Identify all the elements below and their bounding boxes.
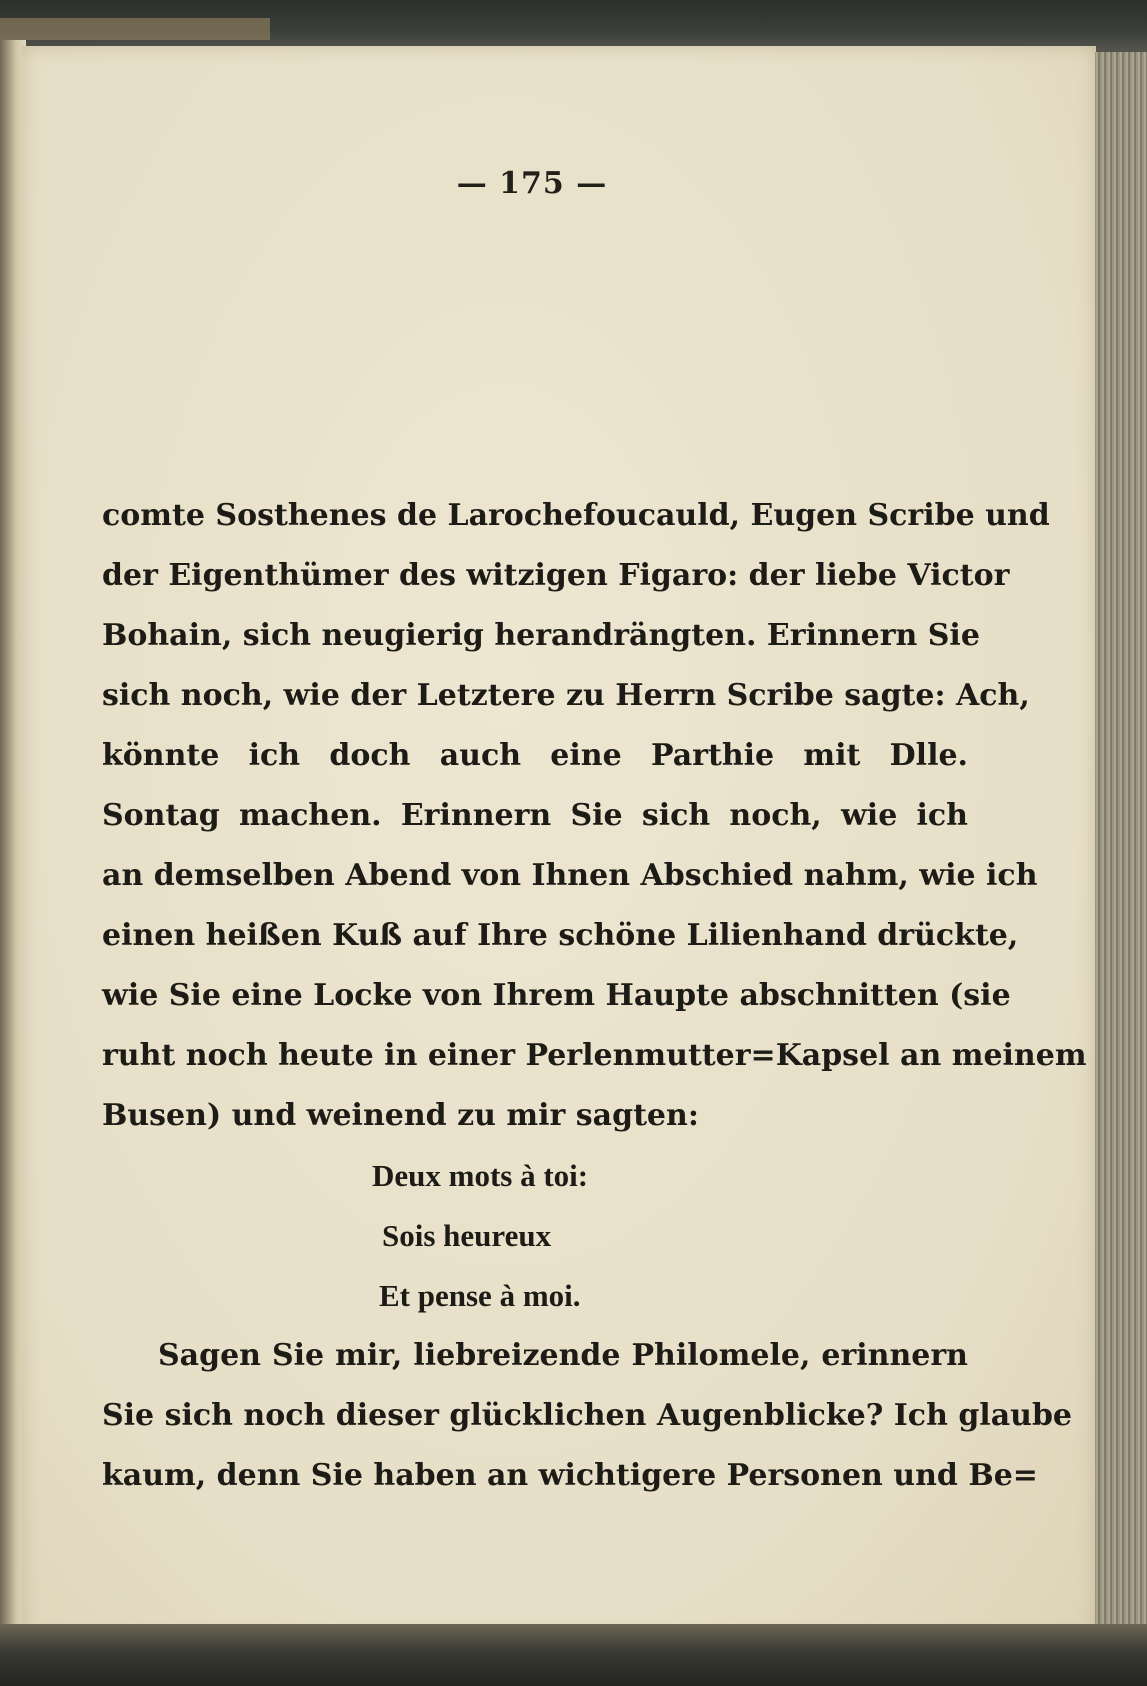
poem-line: Deux mots à toi: bbox=[372, 1158, 589, 1193]
text-line: Sontag machen. Erinnern Sie sich noch, wie ich bbox=[102, 798, 968, 833]
text-line: an demselben Abend von Ihnen Abschied nahm, wie ich bbox=[102, 858, 1038, 893]
text-line: sich noch, wie der Letztere zu Herrn Scribe sagte: Ach, bbox=[102, 678, 1030, 713]
page-stack-edges bbox=[1095, 52, 1147, 1640]
bottom-binding bbox=[0, 1624, 1147, 1686]
body-text bbox=[102, 486, 1087, 1506]
page-number: — 175 — bbox=[456, 166, 608, 201]
text-line: Sie sich noch dieser glücklichen Augenblicke? Ich glaube bbox=[102, 1398, 1073, 1433]
text-line: wie Sie eine Locke von Ihrem Haupte abschnitten (sie bbox=[102, 978, 1011, 1013]
poem-line: Sois heureux bbox=[382, 1218, 552, 1253]
text-line: ruht noch heute in einer Perlenmutter=Kapsel an meinem bbox=[102, 1038, 1087, 1073]
text-line: Bohain, sich neugierig herandrängten. Erinnern Sie bbox=[102, 618, 980, 653]
text-line: einen heißen Kuß auf Ihre schöne Lilienhand drückte, bbox=[102, 918, 1019, 953]
book-page bbox=[22, 46, 1096, 1638]
text-line: der Eigenthümer des witzigen Figaro: der liebe Victor bbox=[102, 558, 1010, 593]
poem-line: Et pense à moi. bbox=[379, 1278, 581, 1313]
binding-ridge bbox=[0, 18, 270, 40]
text-line: comte Sosthenes de Larochefoucauld, Eugen Scribe und bbox=[102, 498, 1050, 533]
text-line: kaum, denn Sie haben an wichtigere Personen und Be= bbox=[102, 1458, 1038, 1493]
text-line: könnte ich doch auch eine Parthie mit Dlle. bbox=[102, 738, 968, 773]
text-line: Sagen Sie mir, liebreizende Philomele, erinnern bbox=[158, 1338, 968, 1373]
text-line: Busen) und weinend zu mir sagten: bbox=[102, 1098, 699, 1133]
